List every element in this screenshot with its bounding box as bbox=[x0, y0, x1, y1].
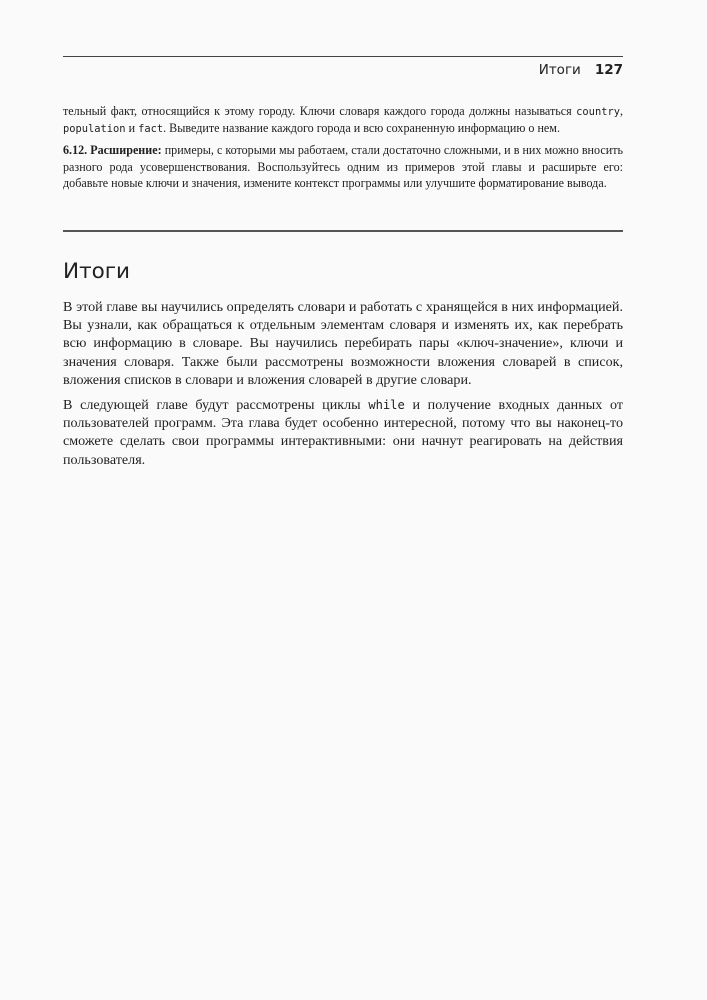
exercise-6-12 bbox=[63, 142, 623, 191]
paragraph-2-before: В следующей главе будут рассмотрены циклы bbox=[63, 397, 369, 414]
page-number: 127 bbox=[594, 62, 623, 78]
exercise-box bbox=[63, 103, 623, 191]
exercise-6-12-title: 6.12. Расширение: bbox=[63, 143, 162, 158]
code-country: country bbox=[576, 106, 620, 118]
summary-paragraph-2 bbox=[63, 396, 623, 469]
section-title: Итоги bbox=[63, 259, 131, 284]
running-title: Итоги bbox=[538, 62, 581, 78]
exercise-text-1: тельный факт, относящийся к этому городу. Ключи словаря каждого города должны называться bbox=[63, 104, 577, 118]
running-header bbox=[539, 62, 623, 78]
exercise-text-2: , bbox=[619, 104, 623, 118]
paragraph-2-after: и получение входных данных от пользователей программ. Эта глава будет особенно интересной, потому что вы наконец-то сможете сделать свои программы интерактивными: они начнут реагировать на действия пользователя. bbox=[63, 397, 623, 468]
code-population: population bbox=[63, 123, 126, 136]
exercise-box-rule bbox=[63, 230, 623, 232]
header-rule bbox=[63, 56, 623, 57]
exercise-text-4: . Выведите название каждого города и всю сохраненную информацию о нем. bbox=[163, 121, 560, 136]
exercise-continuation bbox=[63, 103, 623, 137]
exercise-text-3: и bbox=[125, 121, 139, 136]
summary-paragraph-1: В этой главе вы научились определять словари и работать с хранящейся в них информацией. Вы узнали, как обращаться к отдельным элементам словаря и изменять их, как перебрать всю информацию в словаре. Вы научились перебирать пары «ключ-значение», ключи и значения словаря. Также были рассмотрены возможности вложения словарей в список, вложения списков в словари и вложения словарей в другие словари. bbox=[63, 299, 623, 388]
exercise-6-12-text: примеры, с которыми мы работаем, стали достаточно сложными, и в них можно вносить разного рода усовершенствования. Воспользуйтесь одним из примеров этой главы и расширьте его: добавьте новые ключи и значения, измените контекст программы или улучшите форматирование вывода. bbox=[63, 143, 623, 190]
section-body bbox=[63, 298, 623, 469]
code-while: while bbox=[368, 398, 405, 413]
code-fact: fact bbox=[138, 123, 164, 136]
